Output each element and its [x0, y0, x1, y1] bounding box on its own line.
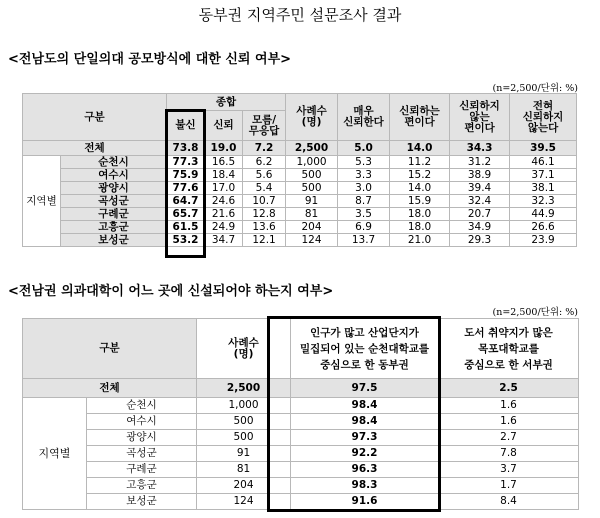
cell-cases: 500: [286, 182, 338, 195]
cell-cases: 81: [197, 462, 291, 478]
total-very-trust: 5.0: [338, 141, 390, 156]
table-row: [23, 430, 579, 446]
cell-trust: 17.0: [205, 182, 243, 195]
total-cases: 2,500: [197, 379, 291, 398]
region-name: 고흥군: [87, 478, 197, 494]
cell-unknown: 13.6: [243, 221, 286, 234]
cell-distrust: 77.6: [167, 182, 205, 195]
header-unknown: 모름/ 무응답: [243, 111, 286, 141]
table-row: [23, 156, 577, 169]
cell-east: 98.4: [291, 414, 439, 430]
total-somewhat-trust: 14.0: [390, 141, 450, 156]
cell-trust: 24.9: [205, 221, 243, 234]
cell-trust: 34.7: [205, 234, 243, 247]
section1-unit: (n=2,500/단위: %): [492, 83, 578, 94]
table-row: [23, 462, 579, 478]
cell-cases: 81: [286, 208, 338, 221]
header-trust: 신뢰: [205, 111, 243, 141]
header-cases: 사례수 (명): [286, 94, 338, 141]
cell-not-at-all: 38.1: [510, 182, 577, 195]
cell-cases: 500: [197, 430, 291, 446]
header-somewhat-distrust: 신뢰하지 않는 편이다: [450, 94, 510, 141]
total-east: 97.5: [291, 379, 439, 398]
cell-cases: 124: [197, 494, 291, 510]
header-not-at-all: 전혀 신뢰하지 않는다: [510, 94, 577, 141]
cell-distrust: 64.7: [167, 195, 205, 208]
cell-east: 98.3: [291, 478, 439, 494]
location-table: [22, 318, 579, 510]
cell-cases: 204: [286, 221, 338, 234]
cell-not-at-all: 37.1: [510, 169, 577, 182]
cell-somewhat-trust: 14.0: [390, 182, 450, 195]
region-name: 순천시: [61, 156, 167, 169]
cell-west: 7.8: [439, 446, 579, 462]
cell-very-trust: 3.0: [338, 182, 390, 195]
cell-cases: 500: [197, 414, 291, 430]
total-label: 전체: [23, 379, 197, 398]
table-row: [23, 182, 577, 195]
total-trust: 19.0: [205, 141, 243, 156]
cell-east: 91.6: [291, 494, 439, 510]
cell-trust: 24.6: [205, 195, 243, 208]
cell-west: 1.6: [439, 398, 579, 414]
region-name: 곡성군: [87, 446, 197, 462]
cell-not-at-all: 46.1: [510, 156, 577, 169]
cell-unknown: 6.2: [243, 156, 286, 169]
cell-east: 96.3: [291, 462, 439, 478]
cell-very-trust: 3.3: [338, 169, 390, 182]
region-name: 여수시: [87, 414, 197, 430]
cell-not-at-all: 44.9: [510, 208, 577, 221]
cell-distrust: 53.2: [167, 234, 205, 247]
region-name: 보성군: [87, 494, 197, 510]
cell-trust: 16.5: [205, 156, 243, 169]
section1-heading: <전남도의 단일의대 공모방식에 대한 신뢰 여부>: [8, 52, 292, 67]
table-row: [23, 234, 577, 247]
total-somewhat-distrust: 34.3: [450, 141, 510, 156]
header-combined: 종합: [167, 94, 286, 111]
cell-very-trust: 6.9: [338, 221, 390, 234]
cell-somewhat-distrust: 29.3: [450, 234, 510, 247]
table-row: [23, 398, 579, 414]
table-row: [23, 169, 577, 182]
table-row: [23, 478, 579, 494]
cell-cases: 500: [286, 169, 338, 182]
cell-somewhat-distrust: 34.9: [450, 221, 510, 234]
cell-somewhat-trust: 18.0: [390, 221, 450, 234]
cell-somewhat-trust: 11.2: [390, 156, 450, 169]
region-name: 광양시: [87, 430, 197, 446]
cell-somewhat-distrust: 38.9: [450, 169, 510, 182]
header-very-trust: 매우 신뢰한다: [338, 94, 390, 141]
cell-distrust: 75.9: [167, 169, 205, 182]
total-row: [23, 379, 579, 398]
header-group: 구분: [23, 94, 167, 141]
header-west: 도서 취약지가 많은 목포대학교를 중심으로 한 서부권: [439, 319, 579, 379]
cell-west: 3.7: [439, 462, 579, 478]
total-distrust: 73.8: [167, 141, 205, 156]
cell-east: 92.2: [291, 446, 439, 462]
cell-unknown: 12.8: [243, 208, 286, 221]
region-name: 보성군: [61, 234, 167, 247]
cell-not-at-all: 23.9: [510, 234, 577, 247]
header-east: 인구가 많고 산업단지가 밀집되어 있는 순천대학교를 중심으로 한 동부권: [291, 319, 439, 379]
cell-very-trust: 3.5: [338, 208, 390, 221]
cell-unknown: 5.6: [243, 169, 286, 182]
cell-not-at-all: 32.3: [510, 195, 577, 208]
region-name: 광양시: [61, 182, 167, 195]
cell-west: 1.6: [439, 414, 579, 430]
table-row: [23, 195, 577, 208]
cell-very-trust: 5.3: [338, 156, 390, 169]
table-row: [23, 414, 579, 430]
cell-west: 2.7: [439, 430, 579, 446]
region-name: 순천시: [87, 398, 197, 414]
header-distrust: 불신: [167, 111, 205, 141]
cell-somewhat-distrust: 20.7: [450, 208, 510, 221]
table-row: [23, 221, 577, 234]
header-cases: 사례수 (명): [197, 319, 291, 379]
cell-east: 98.4: [291, 398, 439, 414]
cell-very-trust: 8.7: [338, 195, 390, 208]
cell-cases: 204: [197, 478, 291, 494]
section2-heading: <전남권 의과대학이 어느 곳에 신설되어야 하는지 여부>: [8, 284, 334, 299]
cell-somewhat-trust: 15.9: [390, 195, 450, 208]
cell-distrust: 65.7: [167, 208, 205, 221]
table-row: [23, 208, 577, 221]
cell-not-at-all: 26.6: [510, 221, 577, 234]
header-group: 구분: [23, 319, 197, 379]
cell-somewhat-trust: 21.0: [390, 234, 450, 247]
cell-very-trust: 13.7: [338, 234, 390, 247]
region-name: 구례군: [61, 208, 167, 221]
cell-cases: 1,000: [197, 398, 291, 414]
cell-cases: 124: [286, 234, 338, 247]
total-cases: 2,500: [286, 141, 338, 156]
cell-trust: 18.4: [205, 169, 243, 182]
cell-somewhat-distrust: 31.2: [450, 156, 510, 169]
page-title: 동부권 지역주민 설문조사 결과: [198, 6, 402, 24]
cell-trust: 21.6: [205, 208, 243, 221]
region-name: 곡성군: [61, 195, 167, 208]
cell-somewhat-trust: 15.2: [390, 169, 450, 182]
total-row: [23, 141, 577, 156]
header-somewhat-trust: 신뢰하는 편이다: [390, 94, 450, 141]
trust-table: [22, 93, 577, 247]
cell-distrust: 77.3: [167, 156, 205, 169]
cell-distrust: 61.5: [167, 221, 205, 234]
total-unknown: 7.2: [243, 141, 286, 156]
cell-somewhat-distrust: 39.4: [450, 182, 510, 195]
table-row: [23, 446, 579, 462]
region-label: 지역별: [23, 398, 87, 510]
total-label: 전체: [23, 141, 167, 156]
cell-somewhat-trust: 18.0: [390, 208, 450, 221]
region-name: 여수시: [61, 169, 167, 182]
cell-unknown: 5.4: [243, 182, 286, 195]
region-name: 구례군: [87, 462, 197, 478]
cell-somewhat-distrust: 32.4: [450, 195, 510, 208]
cell-west: 1.7: [439, 478, 579, 494]
cell-cases: 1,000: [286, 156, 338, 169]
region-name: 고흥군: [61, 221, 167, 234]
cell-cases: 91: [197, 446, 291, 462]
total-west: 2.5: [439, 379, 579, 398]
cell-cases: 91: [286, 195, 338, 208]
cell-unknown: 10.7: [243, 195, 286, 208]
cell-east: 97.3: [291, 430, 439, 446]
table-row: [23, 494, 579, 510]
cell-unknown: 12.1: [243, 234, 286, 247]
cell-west: 8.4: [439, 494, 579, 510]
region-label: 지역별: [23, 156, 61, 247]
total-not-at-all: 39.5: [510, 141, 577, 156]
section2-unit: (n=2,500/단위: %): [492, 307, 578, 318]
